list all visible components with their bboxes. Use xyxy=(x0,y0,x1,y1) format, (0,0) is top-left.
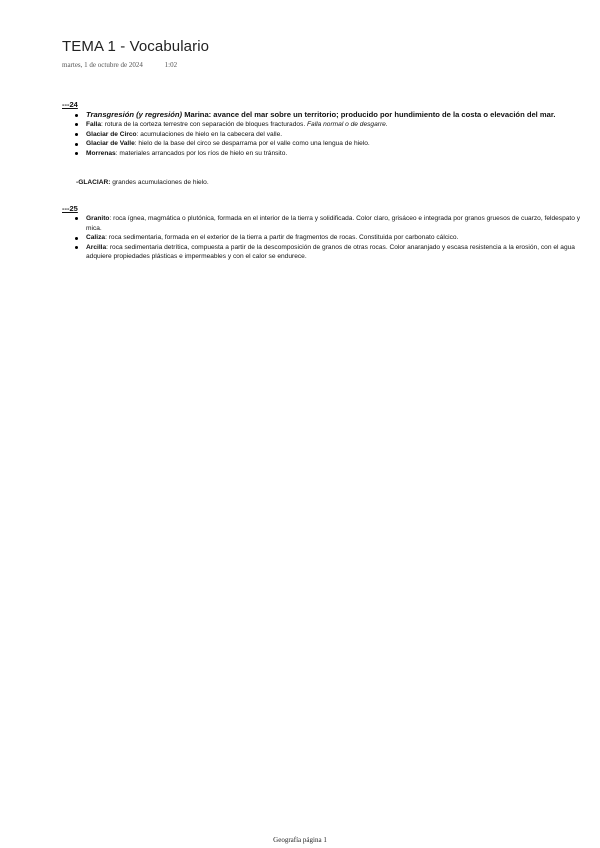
bullet-list-25 xyxy=(62,214,592,262)
term-caliza: Caliza xyxy=(86,234,106,242)
definition-glaciar: grandes acumulaciones de hielo. xyxy=(110,179,209,186)
list-item-granito xyxy=(86,214,592,233)
term-marina: Marina xyxy=(182,110,209,119)
section-heading-25: ---25 xyxy=(62,204,78,213)
list-item-morrenas xyxy=(86,149,592,159)
bullet-list-24 xyxy=(62,110,592,158)
term-glaciar-circo: Glaciar de Circo xyxy=(86,130,137,138)
term-arcilla: Arcilla xyxy=(86,243,107,251)
term-falla: Falla xyxy=(86,121,102,128)
definition-morrenas: : materiales arrancados por los ríos de hielo en su tránsito. xyxy=(115,149,288,157)
list-item-caliza xyxy=(86,233,592,243)
term-glaciar: -GLACIAR: xyxy=(76,179,111,186)
list-item-glaciar-valle xyxy=(86,139,592,149)
definition-transgresion: : avance del mar sobre un territorio; producido por hundimiento de la costa o elevación del mar. xyxy=(208,110,556,119)
definition-granito: : roca ígnea, magmática o plutónica, formada en el interior de la tierra y solidificada. Color claro, grisáceo e integrada por granos gruesos de cuarzo, feldespato y mica. xyxy=(86,215,581,232)
definition-arcilla: : roca sedimentaria detrítica, compuesta a partir de la descomposición de granos de otras rocas. Color anaranjado y escasa resistencia a la erosión, con el agua adquiere propiedades plásticas e impermeables y con el calor se endurece. xyxy=(86,243,575,261)
definition-glaciar-circo: : acumulaciones de hielo en la cabecera del valle. xyxy=(136,130,283,138)
definition-falla: : rotura de la corteza terrestre con separación de bloques fracturados. xyxy=(101,121,308,128)
section-24 xyxy=(62,100,592,158)
page-meta xyxy=(62,61,177,69)
page-date: martes, 1 de octubre de 2024 xyxy=(62,61,143,69)
term-morrenas: Morrenas xyxy=(86,149,116,157)
list-item-arcilla xyxy=(86,243,592,262)
list-item-falla xyxy=(86,120,592,130)
page-time: 1:02 xyxy=(164,61,178,69)
section-heading-24: ---24 xyxy=(62,100,78,109)
note-falla: Falla normal o de desgarre. xyxy=(307,121,388,128)
page-footer: Geografía página 1 xyxy=(273,836,327,844)
page-title: TEMA 1 - Vocabulario xyxy=(62,38,210,55)
definition-glaciar-valle: : hielo de la base del circo se desparrama por el valle como una lengua de hielo. xyxy=(134,140,370,148)
glaciar-note xyxy=(76,179,209,186)
list-item-transgresion xyxy=(86,110,592,120)
term-glaciar-valle: Glaciar de Valle xyxy=(86,140,135,148)
list-item-glaciar-circo xyxy=(86,130,592,140)
section-25 xyxy=(62,204,592,262)
term-transgresion: Transgresión (y regresión) xyxy=(86,110,183,119)
definition-caliza: : roca sedimentaria, formada en el exterior de la tierra a partir de fragmentos de rocas. Constituida por carbonato cálcico. xyxy=(105,234,459,242)
term-granito: Granito xyxy=(86,215,110,222)
